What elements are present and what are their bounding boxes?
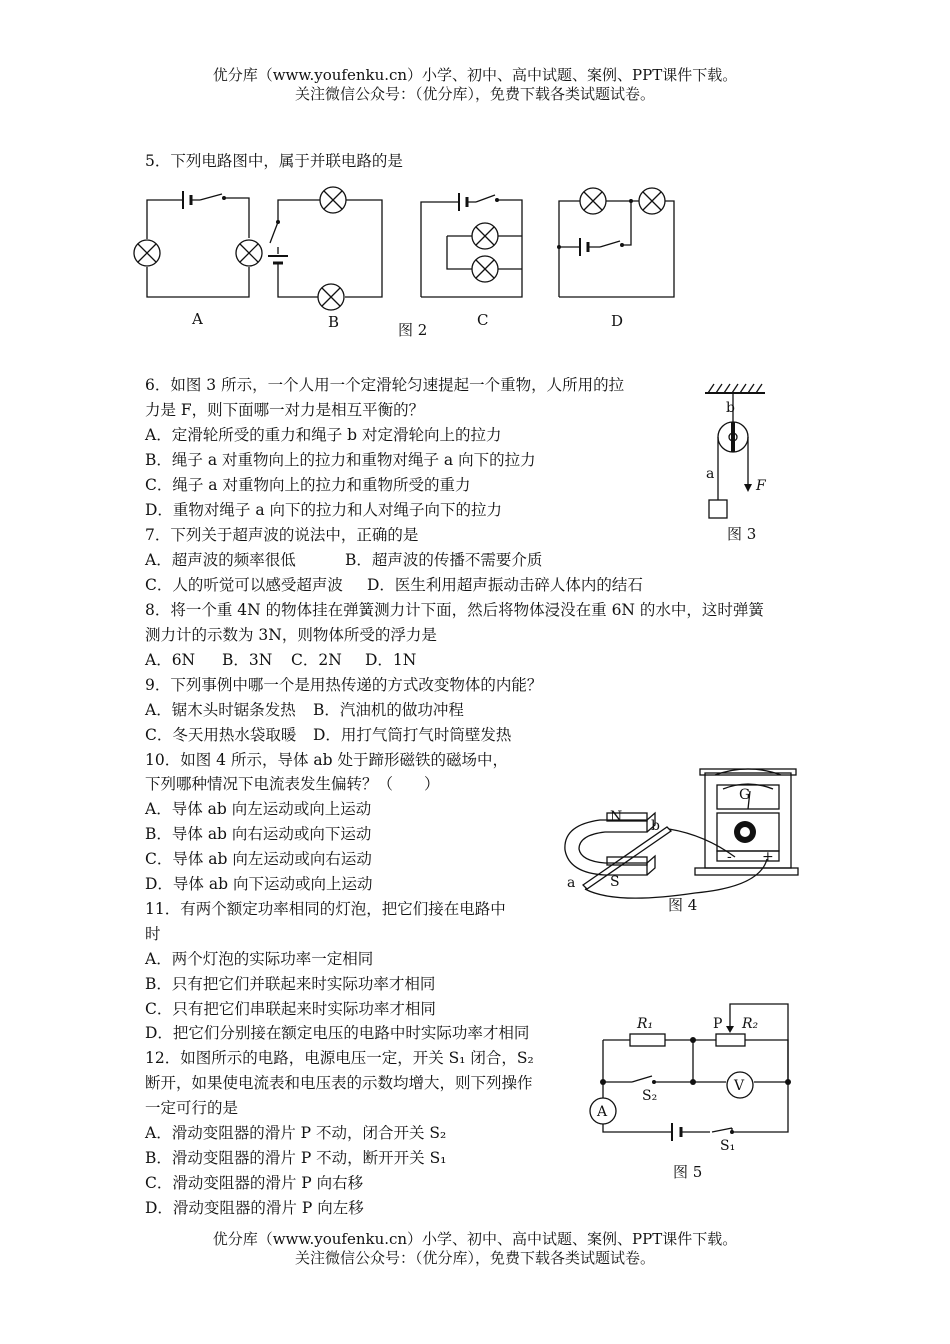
q10-option-a: A．导体 ab 向左运动或向上运动 — [145, 800, 372, 818]
fig5-label-a: A — [597, 1104, 608, 1120]
q10-option-c: C．导体 ab 向左运动或向右运动 — [145, 850, 372, 868]
q7-option-c: C．人的听觉可以感受超声波 — [145, 576, 343, 594]
figure-4-magnet-galvanometer — [555, 765, 805, 905]
fig5-label-s2: S₂ — [642, 1088, 658, 1104]
q11-stem-2: 时 — [145, 925, 161, 943]
lamp-icon — [472, 223, 498, 249]
q12-stem-3: 一定可行的是 — [145, 1099, 239, 1117]
lamp-icon — [639, 188, 665, 214]
lamp-icon — [134, 240, 160, 266]
lamp-icon — [320, 187, 346, 213]
circuit-a — [134, 191, 262, 297]
q9-stem: 9．下列事例中哪一个是用热传递的方式改变物体的内能？ — [145, 676, 543, 694]
q12-option-c: C．滑动变阻器的滑片 P 向右移 — [145, 1174, 364, 1192]
q8-option-c: C．2N — [291, 651, 342, 669]
q5-stem: 5．下列电路图中，属于并联电路的是 — [145, 152, 403, 170]
circuit-label-b: B — [328, 313, 340, 331]
fig4-label-minus: - — [727, 849, 732, 865]
q12-stem-2: 断开，如果使电流表和电压表的示数均增大，则下列操作 — [145, 1074, 533, 1092]
figure-4-caption: 图 4 — [668, 896, 698, 914]
q11-option-a: A．两个灯泡的实际功率一定相同 — [145, 950, 374, 968]
q6-option-a: A．定滑轮所受的重力和绳子 b 对定滑轮向上的拉力 — [145, 426, 502, 444]
footer-line-2: 关注微信公众号：（优分库），免费下载各类试题试卷。 — [294, 1249, 655, 1267]
q11-option-d: D．把它们分别接在额定电压的电路中时实际功率才相同 — [145, 1024, 530, 1042]
q8-option-d: D．1N — [365, 651, 417, 669]
q12-option-d: D．滑动变阻器的滑片 P 向左移 — [145, 1199, 364, 1217]
header-line-1: 优分库（www.youfenku.cn）小学、初中、高中试题、案例、PPT课件下载。 — [212, 66, 738, 84]
lamp-icon — [318, 284, 344, 310]
q8-stem-2: 测力计的示数为 3N，则物体所受的浮力是 — [145, 626, 437, 644]
lamp-icon — [580, 188, 606, 214]
q6-option-c: C．绳子 a 对重物向上的拉力和重物所受的重力 — [145, 476, 471, 494]
fig4-label-a: a — [567, 875, 576, 891]
q8-option-a: A．6N — [145, 651, 196, 669]
q11-option-b: B．只有把它们并联起来时实际功率才相同 — [145, 975, 436, 993]
circuit-b — [268, 187, 382, 310]
figure-5-circuit — [580, 1000, 800, 1160]
circuit-c — [421, 193, 522, 297]
q9-option-b: B．汽油机的做功冲程 — [313, 701, 464, 719]
q12-stem-1: 12．如图所示的电路，电源电压一定，开关 S₁ 闭合，S₂ — [145, 1049, 534, 1067]
fig4-label-n: N — [610, 809, 623, 825]
q12-option-b: B．滑动变阻器的滑片 P 不动，断开开关 S₁ — [145, 1149, 447, 1167]
fig5-label-v: V — [734, 1078, 745, 1094]
circuit-d — [557, 188, 674, 297]
figure-3-caption: 图 3 — [727, 525, 757, 543]
q7-option-b: B．超声波的传播不需要介质 — [345, 551, 543, 569]
q11-option-c: C．只有把它们串联起来时实际功率才相同 — [145, 1000, 436, 1018]
q8-stem-1: 8．将一个重 4N 的物体挂在弹簧测力计下面，然后将物体浸没在重 6N 的水中，这时弹簧 — [145, 601, 764, 619]
q6-stem-2: 力是 F，则下面哪一对力是相互平衡的？ — [145, 401, 425, 419]
circuit-label-d: D — [611, 312, 624, 330]
fig3-label-b: b — [726, 400, 735, 416]
fig4-label-g: G — [739, 787, 751, 803]
fig5-label-r1: R₁ — [637, 1016, 654, 1032]
lamp-icon — [236, 240, 262, 266]
q10-stem-2: 下列哪种情况下电流表发生偏转？（ ） — [145, 775, 440, 793]
q7-option-a: A．超声波的频率很低 — [145, 551, 296, 569]
q10-option-d: D．导体 ab 向下运动或向上运动 — [145, 875, 373, 893]
figure-5-caption: 图 5 — [673, 1163, 703, 1181]
q11-stem-1: 11．有两个额定功率相同的灯泡，把它们接在电路中 — [145, 900, 506, 918]
fig3-label-f: F — [756, 478, 766, 494]
q6-option-b: B．绳子 a 对重物向上的拉力和重物对绳子 a 向下的拉力 — [145, 451, 536, 469]
fig3-label-a: a — [706, 466, 715, 482]
q9-option-d: D．用打气筒打气时筒壁发热 — [313, 726, 512, 744]
q9-option-a: A．锯木头时锯条发热 — [145, 701, 296, 719]
q7-stem: 7．下列关于超声波的说法中，正确的是 — [145, 526, 419, 544]
header-line-2: 关注微信公众号：（优分库），免费下载各类试题试卷。 — [294, 85, 655, 103]
fig4-label-plus: + — [762, 849, 774, 865]
q10-option-b: B．导体 ab 向右运动或向下运动 — [145, 825, 372, 843]
circuit-label-c: C — [477, 311, 489, 329]
fig4-label-b: b — [651, 818, 660, 834]
figure-2-caption: 图 2 — [398, 321, 428, 339]
q12-option-a: A．滑动变阻器的滑片 P 不动，闭合开关 S₂ — [145, 1124, 447, 1142]
fig5-label-r2: R₂ — [742, 1016, 759, 1032]
q6-option-d: D．重物对绳子 a 向下的拉力和人对绳子向下的拉力 — [145, 501, 503, 519]
q6-stem-1: 6．如图 3 所示，一个人用一个定滑轮匀速提起一个重物，人所用的拉 — [145, 376, 625, 394]
circuit-label-a: A — [192, 310, 203, 328]
fig5-label-s1: S₁ — [720, 1138, 736, 1154]
fig5-label-p: P — [713, 1016, 723, 1032]
lamp-icon — [472, 256, 498, 282]
q9-option-c: C．冬天用热水袋取暖 — [145, 726, 297, 744]
q7-option-d: D．医生利用超声振动击碎人体内的结石 — [367, 576, 643, 594]
q10-stem-1: 10．如图 4 所示，导体 ab 处于蹄形磁铁的磁场中， — [145, 751, 508, 769]
footer-line-1: 优分库（www.youfenku.cn）小学、初中、高中试题、案例、PPT课件下载。 — [212, 1230, 738, 1248]
fig4-label-s: S — [610, 874, 620, 890]
q8-option-b: B．3N — [222, 651, 273, 669]
